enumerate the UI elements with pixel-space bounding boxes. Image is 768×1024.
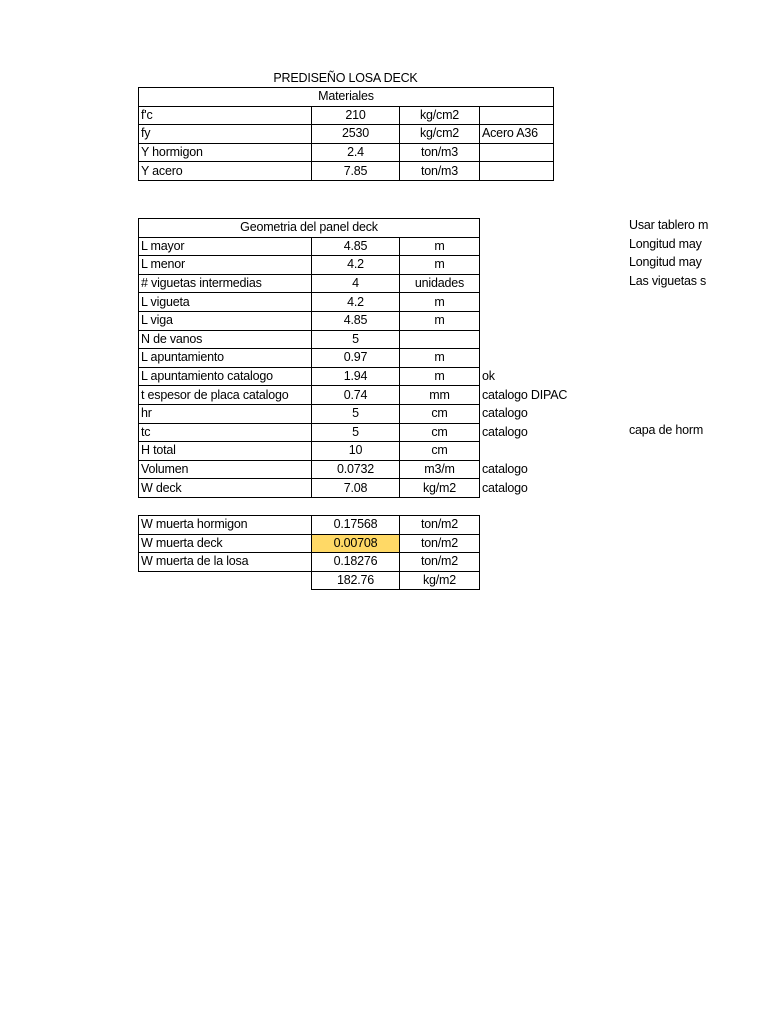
- table-row: [139, 571, 480, 590]
- cell-unit[interactable]: cm: [400, 442, 480, 461]
- table-row: [139, 442, 570, 461]
- side-note[interactable]: Longitud may: [629, 237, 702, 251]
- cell-note[interactable]: ok: [482, 369, 495, 384]
- cell-value[interactable]: 182.76: [312, 571, 400, 590]
- cell-unit[interactable]: kg/cm2: [400, 125, 480, 144]
- side-note[interactable]: Longitud may: [629, 255, 702, 269]
- cell-label[interactable]: W deck: [139, 479, 312, 498]
- cell-value[interactable]: 210: [312, 106, 400, 125]
- table-row: [139, 423, 570, 442]
- table-row: [139, 553, 480, 572]
- table-row: [139, 274, 570, 293]
- cell-unit[interactable]: kg/cm2: [400, 106, 480, 125]
- cell-note[interactable]: [480, 106, 554, 125]
- cell-label[interactable]: fy: [139, 125, 312, 144]
- table-row: [139, 293, 570, 312]
- cell-label[interactable]: L apuntamiento catalogo: [139, 367, 312, 386]
- cell-unit[interactable]: m: [400, 349, 480, 368]
- cell-label[interactable]: Υ hormigon: [139, 143, 312, 162]
- table-row: [139, 534, 480, 553]
- cell-label[interactable]: H total: [139, 442, 312, 461]
- table-row: [139, 404, 570, 423]
- cell-value[interactable]: 4: [312, 274, 400, 293]
- cell-note[interactable]: catalogo: [482, 462, 528, 477]
- cell-note[interactable]: [480, 311, 570, 330]
- cell-unit[interactable]: kg/m2: [400, 571, 480, 590]
- cell-unit[interactable]: kg/m2: [400, 479, 480, 498]
- cell-label[interactable]: W muerta de la losa: [139, 553, 312, 572]
- cell-note[interactable]: [480, 143, 554, 162]
- cell-unit[interactable]: ton/m2: [400, 516, 480, 535]
- pesos-table: [138, 515, 480, 590]
- cell-note[interactable]: [480, 293, 570, 312]
- cell-note[interactable]: catalogo: [482, 424, 528, 439]
- table-header-row: [139, 219, 570, 238]
- table-row: [139, 349, 570, 368]
- cell-unit[interactable]: m: [400, 293, 480, 312]
- cell-label[interactable]: L menor: [139, 256, 312, 275]
- cell-note[interactable]: [480, 219, 570, 238]
- cell-value[interactable]: 4.2: [312, 293, 400, 312]
- table-row: [139, 256, 570, 275]
- cell-unit[interactable]: m: [400, 367, 480, 386]
- cell-note[interactable]: [480, 442, 570, 461]
- cell-value[interactable]: 7.08: [312, 479, 400, 498]
- cell-value[interactable]: 0.97: [312, 349, 400, 368]
- cell-label[interactable]: L vigueta: [139, 293, 312, 312]
- cell-note[interactable]: catalogo: [482, 406, 528, 421]
- cell-value[interactable]: 5: [312, 404, 400, 423]
- cell-unit[interactable]: mm: [400, 386, 480, 405]
- cell-value[interactable]: 4.2: [312, 256, 400, 275]
- table-row: [139, 311, 570, 330]
- cell-note[interactable]: [480, 256, 570, 275]
- cell-label[interactable]: f'c: [139, 106, 312, 125]
- geometria-table: [138, 218, 570, 498]
- cell-unit[interactable]: unidades: [400, 274, 480, 293]
- cell-value[interactable]: 0.74: [312, 386, 400, 405]
- table-row: [139, 386, 570, 405]
- sheet-title: PREDISEÑO LOSA DECK: [273, 71, 418, 85]
- geometria-header[interactable]: Geometria del panel deck: [139, 219, 480, 238]
- cell-value[interactable]: 2.4: [312, 143, 400, 162]
- cell-unit[interactable]: ton/m3: [400, 162, 480, 181]
- cell-label[interactable]: W muerta deck: [139, 534, 312, 553]
- table-row: [139, 237, 570, 256]
- side-note[interactable]: Las viguetas s: [629, 274, 707, 288]
- cell-label[interactable]: [139, 571, 312, 590]
- table-row: [139, 330, 570, 349]
- cell-unit[interactable]: ton/m2: [400, 534, 480, 553]
- table-row: [139, 162, 554, 181]
- highlighted-cell-value[interactable]: 0.00708: [312, 534, 400, 553]
- cell-value[interactable]: 5: [312, 423, 400, 442]
- cell-label[interactable]: L viga: [139, 311, 312, 330]
- materiales-header[interactable]: Materiales: [139, 88, 554, 107]
- materiales-table: [138, 87, 554, 181]
- cell-note[interactable]: [480, 162, 554, 181]
- cell-label[interactable]: t espesor de placa catalogo: [139, 386, 312, 405]
- table-row: [139, 143, 554, 162]
- cell-unit[interactable]: m3/m: [400, 460, 480, 479]
- cell-unit[interactable]: cm: [400, 423, 480, 442]
- cell-unit[interactable]: cm: [400, 404, 480, 423]
- cell-value[interactable]: 4.85: [312, 311, 400, 330]
- cell-unit[interactable]: [400, 330, 480, 349]
- cell-value[interactable]: 5: [312, 330, 400, 349]
- table-header-row: [139, 88, 554, 107]
- cell-unit[interactable]: m: [400, 311, 480, 330]
- cell-unit[interactable]: ton/m3: [400, 143, 480, 162]
- cell-label[interactable]: Υ acero: [139, 162, 312, 181]
- cell-value[interactable]: 4.85: [312, 237, 400, 256]
- cell-note[interactable]: Acero A36: [480, 125, 554, 144]
- cell-value[interactable]: 10: [312, 442, 400, 461]
- table-row: [139, 479, 570, 498]
- table-row: [139, 516, 480, 535]
- cell-value[interactable]: 1.94: [312, 367, 400, 386]
- cell-label[interactable]: L mayor: [139, 237, 312, 256]
- cell-value[interactable]: 7.85: [312, 162, 400, 181]
- cell-value[interactable]: 0.17568: [312, 516, 400, 535]
- cell-value[interactable]: 0.0732: [312, 460, 400, 479]
- cell-label[interactable]: L apuntamiento: [139, 349, 312, 368]
- cell-label[interactable]: tc: [139, 423, 312, 442]
- cell-label[interactable]: hr: [139, 404, 312, 423]
- cell-note[interactable]: catalogo: [482, 480, 528, 495]
- cell-note[interactable]: catalogo DIPAC: [482, 387, 568, 402]
- cell-unit[interactable]: ton/m2: [400, 553, 480, 572]
- cell-label[interactable]: # viguetas intermedias: [139, 274, 312, 293]
- cell-value[interactable]: 0.18276: [312, 553, 400, 572]
- cell-unit[interactable]: m: [400, 256, 480, 275]
- cell-note[interactable]: [480, 274, 570, 293]
- cell-note[interactable]: [480, 330, 570, 349]
- cell-label[interactable]: N de vanos: [139, 330, 312, 349]
- side-note[interactable]: capa de horm: [629, 423, 704, 437]
- cell-note[interactable]: [480, 349, 570, 368]
- table-row: [139, 460, 570, 479]
- cell-unit[interactable]: m: [400, 237, 480, 256]
- table-row: [139, 106, 554, 125]
- cell-label[interactable]: W muerta hormigon: [139, 516, 312, 535]
- table-row: [139, 367, 570, 386]
- table-row: [139, 125, 554, 144]
- cell-label[interactable]: Volumen: [139, 460, 312, 479]
- side-note[interactable]: Usar tablero m: [629, 218, 709, 232]
- cell-note[interactable]: [480, 237, 570, 256]
- cell-value[interactable]: 2530: [312, 125, 400, 144]
